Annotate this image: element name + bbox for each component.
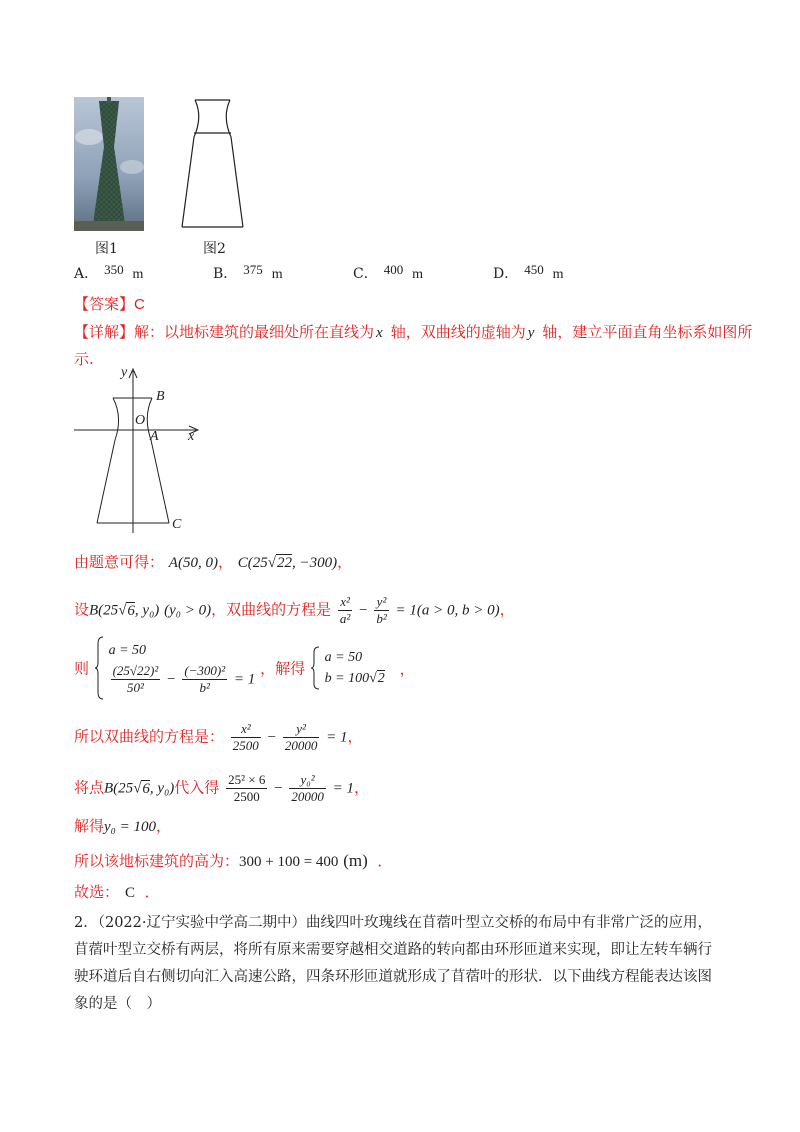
- step-3-frac-2: [182, 663, 227, 696]
- detail-text-1: 解：以地标建筑的最细处所在直线为: [134, 323, 375, 341]
- option-d-value: 450: [524, 262, 544, 277]
- step-1-end: ，: [337, 553, 353, 571]
- step-5-b-post: , y₀): [149, 780, 175, 797]
- step-5-frac-2: [289, 772, 326, 805]
- answer-label: 【答案】: [74, 295, 135, 313]
- step-5: [74, 772, 369, 805]
- step-2-point-b: B(25√6, y₀): [89, 602, 160, 619]
- step-2-frac-2-num: y²: [374, 594, 388, 611]
- step-4-frac-1-num: x²: [231, 721, 261, 738]
- step-5-b-pre: B(25: [104, 780, 134, 797]
- option-c-value: 400: [383, 262, 404, 277]
- step-7-math: 300 + 100 = 400: [239, 854, 339, 870]
- step-1-point-c: C(25√22, −300): [237, 555, 338, 571]
- step-3-eq: = 1: [233, 671, 256, 687]
- option-c-letter: C．: [353, 266, 378, 282]
- step-4-frac-1: [231, 721, 261, 754]
- option-a-unit: m: [132, 267, 144, 282]
- step-2-minus: −: [359, 602, 368, 619]
- step-1-c-rad: 22: [276, 555, 292, 571]
- coordinate-diagram-svg: [72, 365, 202, 535]
- detail-var-x: x: [376, 325, 383, 341]
- step-7-unit: (m): [343, 851, 368, 870]
- option-a-letter: A．: [74, 266, 99, 282]
- step-6: [74, 815, 171, 836]
- option-b-letter: B．: [213, 266, 238, 282]
- step-5-eq: = 1: [332, 780, 355, 797]
- step-2-frac-1-num: x²: [338, 594, 352, 611]
- step-2-frac-1-den: a²: [339, 611, 351, 626]
- step-3-frac-2-num: (−300)²: [184, 662, 226, 678]
- step-2-text: 设: [74, 600, 90, 619]
- step-7: [74, 850, 392, 871]
- step-5-frac-2-num: y₀²: [289, 772, 326, 789]
- detail-line: [74, 321, 752, 342]
- option-c[interactable]: [353, 263, 423, 283]
- step-4: [74, 721, 363, 754]
- step-2-frac-1: [338, 594, 352, 627]
- option-b-unit: m: [271, 267, 283, 282]
- tower-outline-svg: [175, 97, 255, 231]
- question-2-text: 2．（2022·辽宁实验中学高二期中）曲线四叶玫瑰线在苜蓿叶型立交桥的布局中有非常广泛的应用，苜蓿叶型立交桥有两层，将所有原来需要穿越相交道路的转向都由环形匝道来实现，即让左转车辆行驶环道后自右侧切向汇入高速公路，四条环形匝道就形成了苜蓿叶的形状．以下曲线方程能表达该图象的是（ ）: [74, 915, 712, 1012]
- step-2-end: ，: [499, 600, 515, 619]
- step-2: [74, 594, 515, 627]
- diagram-label-o: O: [135, 413, 146, 428]
- step-4-frac-2: [283, 721, 320, 754]
- step-6-math: y₀ = 100: [104, 819, 157, 835]
- diagram-label-y: y: [121, 365, 128, 380]
- step-4-frac-2-num: y²: [283, 721, 320, 738]
- step-2-text-2: ，双曲线的方程是: [211, 600, 332, 619]
- step-3-frac-1-num: (25√22)²: [112, 662, 159, 678]
- detail-text-2: 轴，双曲线的虚轴为: [390, 323, 526, 341]
- option-b-value: 375: [243, 262, 263, 277]
- step-5-frac-1-num: 25² × 6: [228, 772, 266, 787]
- step-3-sol-2-pre: b = 100: [324, 671, 370, 686]
- step-4-frac-1-den: 2500: [232, 738, 259, 753]
- step-5-frac-1: [226, 772, 267, 805]
- step-4-text: 所以双曲线的方程是：: [74, 727, 225, 746]
- step-4-minus: −: [267, 729, 277, 746]
- step-6-text: 解得: [74, 817, 105, 835]
- fig2-caption: 图2: [203, 241, 226, 257]
- option-c-unit: m: [412, 267, 424, 282]
- diagram-label-b: B: [156, 389, 165, 404]
- step-2-eq: = 1(a > 0, b > 0): [395, 602, 500, 619]
- tower-photo: [74, 97, 144, 231]
- step-7-end: ．: [377, 852, 393, 870]
- step-2-b-pre: B(25: [89, 602, 119, 619]
- step-3-frac-2-den: b²: [199, 679, 210, 695]
- step-5-frac-1-den: 2500: [233, 789, 260, 804]
- detail-text-3: 轴，建立平面直角坐标系如图所: [542, 323, 753, 341]
- step-7-text: 所以该地标建筑的高为：: [74, 852, 240, 870]
- step-3-sol-2: b = 100√2: [324, 671, 385, 686]
- coordinate-diagram: [72, 365, 202, 535]
- step-1-c-pre: C(25: [237, 555, 268, 571]
- step-1-sep: ，: [217, 553, 233, 571]
- option-d[interactable]: [493, 263, 564, 283]
- tower-photo-image: [74, 97, 144, 231]
- step-2-frac-2-den: b²: [376, 611, 387, 626]
- step-4-eq: = 1: [326, 729, 348, 746]
- detail-label: 【详解】: [74, 323, 135, 341]
- step-1-text: 由题意可得：: [74, 553, 165, 571]
- step-3-text: 则: [74, 659, 90, 678]
- step-5-end: ，: [354, 778, 370, 797]
- step-5-b-rad: 6: [142, 780, 150, 797]
- option-a[interactable]: [74, 263, 143, 283]
- diagram-label-a: A: [150, 429, 159, 444]
- step-3-frac-1-den: 50²: [126, 679, 144, 695]
- step-3: [74, 636, 415, 700]
- step-5-point-b: B(25√6, y₀): [104, 780, 175, 797]
- diagram-label-c: C: [172, 517, 182, 532]
- step-3-frac-1: [111, 663, 161, 696]
- option-d-unit: m: [552, 267, 564, 282]
- step-3-brace-left: [94, 636, 104, 700]
- answer-line: [74, 293, 145, 314]
- step-3-system: [109, 641, 256, 696]
- step-4-frac-2-den: 20000: [284, 738, 318, 753]
- step-5-text-2: 代入得: [174, 778, 220, 797]
- fig1-caption: 图1: [95, 241, 118, 257]
- diagram-label-x: x: [188, 429, 195, 444]
- step-3-sol-2-rad: 2: [377, 671, 385, 686]
- step-1: [74, 551, 352, 572]
- step-8-end: ．: [144, 883, 160, 901]
- step-3-end: ，: [399, 659, 415, 678]
- step-3-row-2: [109, 663, 256, 696]
- answer-value: C: [134, 296, 145, 313]
- step-3-sol-1: a = 50: [324, 650, 363, 665]
- step-5-frac-2-den: 20000: [291, 789, 324, 804]
- detail-text-4: 示.: [74, 350, 94, 368]
- step-2-condition: (y₀ > 0): [164, 602, 212, 619]
- detail-var-y: y: [527, 325, 535, 341]
- step-2-b-post: , y₀): [134, 602, 160, 619]
- step-2-frac-2: [374, 594, 388, 627]
- option-d-letter: D．: [493, 266, 519, 282]
- option-b[interactable]: [213, 263, 283, 283]
- step-8-text: 故选：: [74, 883, 120, 901]
- step-3-solution: [325, 647, 385, 689]
- step-3-text-2: ，解得: [260, 659, 306, 678]
- step-3-minus: −: [167, 671, 176, 687]
- tower-outline-figure: [175, 97, 255, 231]
- step-8-value: C: [125, 885, 136, 901]
- step-3-row-1: a = 50: [108, 642, 147, 658]
- step-3-brace-right: [310, 646, 320, 690]
- step-4-end: ，: [347, 727, 363, 746]
- step-6-end: ，: [156, 817, 172, 835]
- step-5-text: 将点: [74, 778, 105, 797]
- step-1-c-post: , −300): [291, 555, 338, 571]
- step-1-point-a: A(50, 0): [168, 555, 218, 571]
- step-8: [74, 881, 160, 902]
- option-a-value: 350: [104, 262, 124, 277]
- step-2-b-rad: 6: [127, 602, 135, 619]
- step-5-minus: −: [274, 780, 283, 797]
